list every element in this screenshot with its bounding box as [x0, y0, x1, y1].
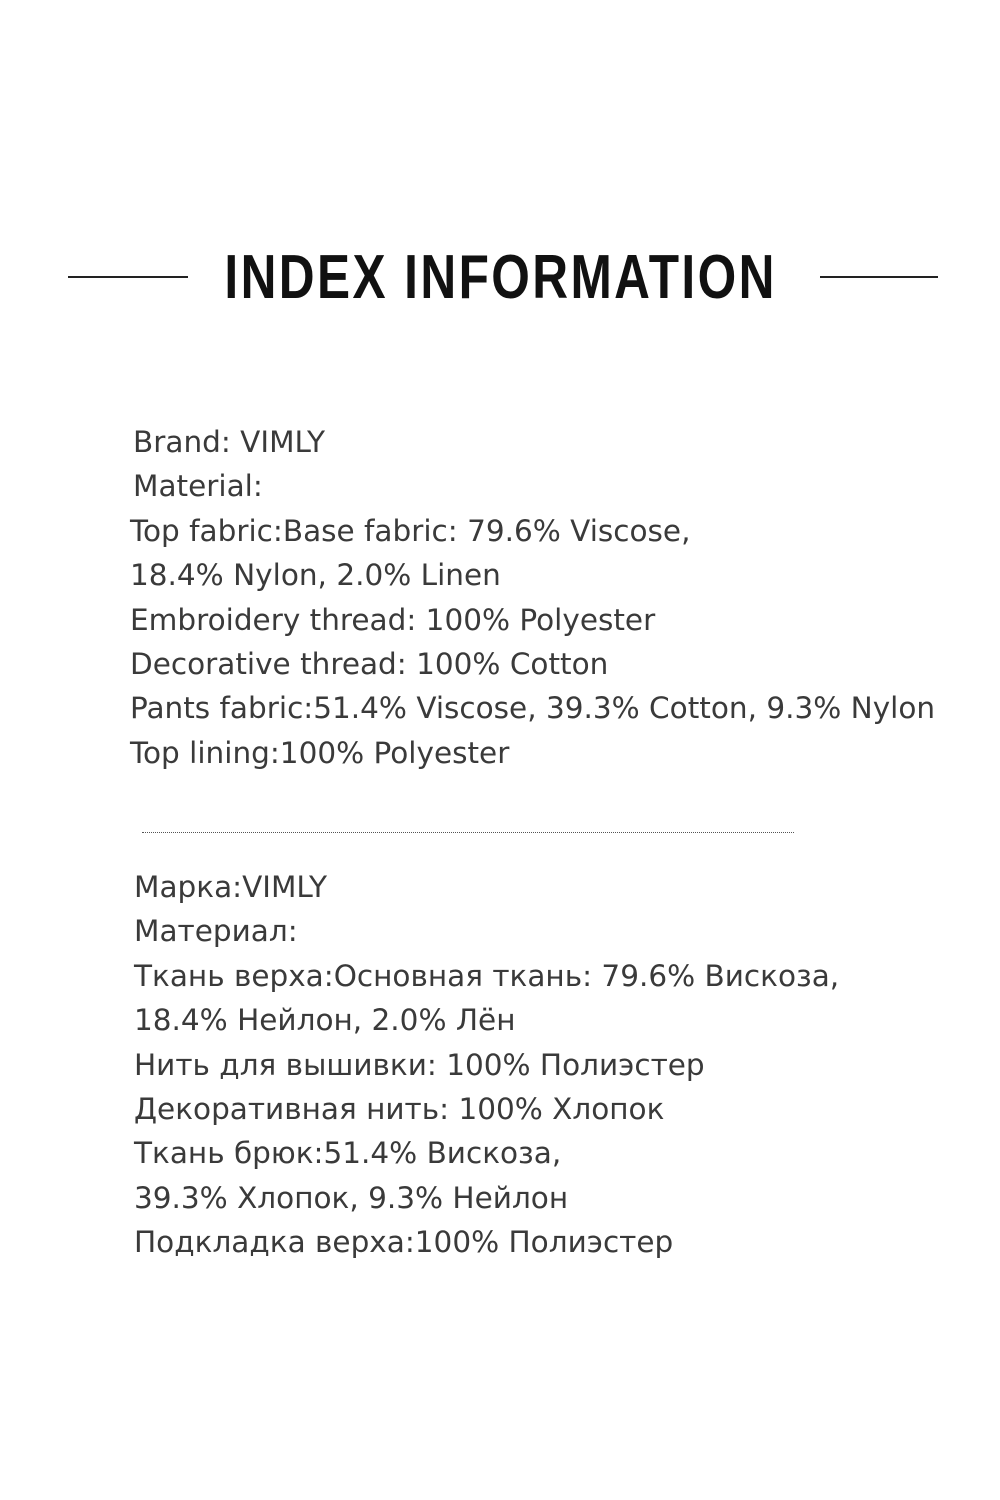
top-fabric-continued-line-ru: 18.4% Нейлон, 2.0% Лён [134, 1003, 516, 1038]
page-title: INDEX INFORMATION [224, 243, 777, 312]
english-spec-list [130, 420, 935, 775]
decorative-thread-line: Decorative thread: 100% Cotton [130, 647, 609, 682]
pants-fabric-line: Pants fabric:51.4% Viscose, 39.3% Cotton, 9.3% Nylon [130, 691, 936, 726]
russian-spec-list [134, 865, 839, 1265]
dotted-divider [142, 832, 794, 833]
top-fabric-continued-line: 18.4% Nylon, 2.0% Linen [130, 558, 501, 593]
top-fabric-line-ru: Ткань верха:Основная ткань: 79.6% Вискоза, [134, 958, 840, 993]
decorative-thread-line-ru: Декоративная нить: 100% Хлопок [134, 1092, 665, 1127]
material-heading-ru: Материал: [134, 914, 298, 949]
top-lining-line: Top lining:100% Polyester [130, 735, 510, 770]
pants-fabric-line-ru: Ткань брюк:51.4% Вискоза, [134, 1136, 562, 1171]
brand-line: Brand: VIMLY [133, 425, 326, 459]
top-fabric-line: Top fabric:Base fabric: 79.6% Viscose, [130, 513, 691, 548]
embroidery-thread-line: Embroidery thread: 100% Polyester [130, 602, 656, 637]
brand-line-ru: Марка:VIMLY [134, 870, 327, 904]
pants-fabric-continued-line-ru: 39.3% Хлопок, 9.3% Нейлон [134, 1180, 569, 1215]
header [0, 238, 1000, 318]
right-header-rule [820, 276, 938, 278]
embroidery-thread-line-ru: Нить для вышивки: 100% Полиэстер [134, 1047, 705, 1082]
material-heading: Material: [133, 469, 263, 504]
top-lining-line-ru: Подкладка верха:100% Полиэстер [134, 1225, 674, 1260]
